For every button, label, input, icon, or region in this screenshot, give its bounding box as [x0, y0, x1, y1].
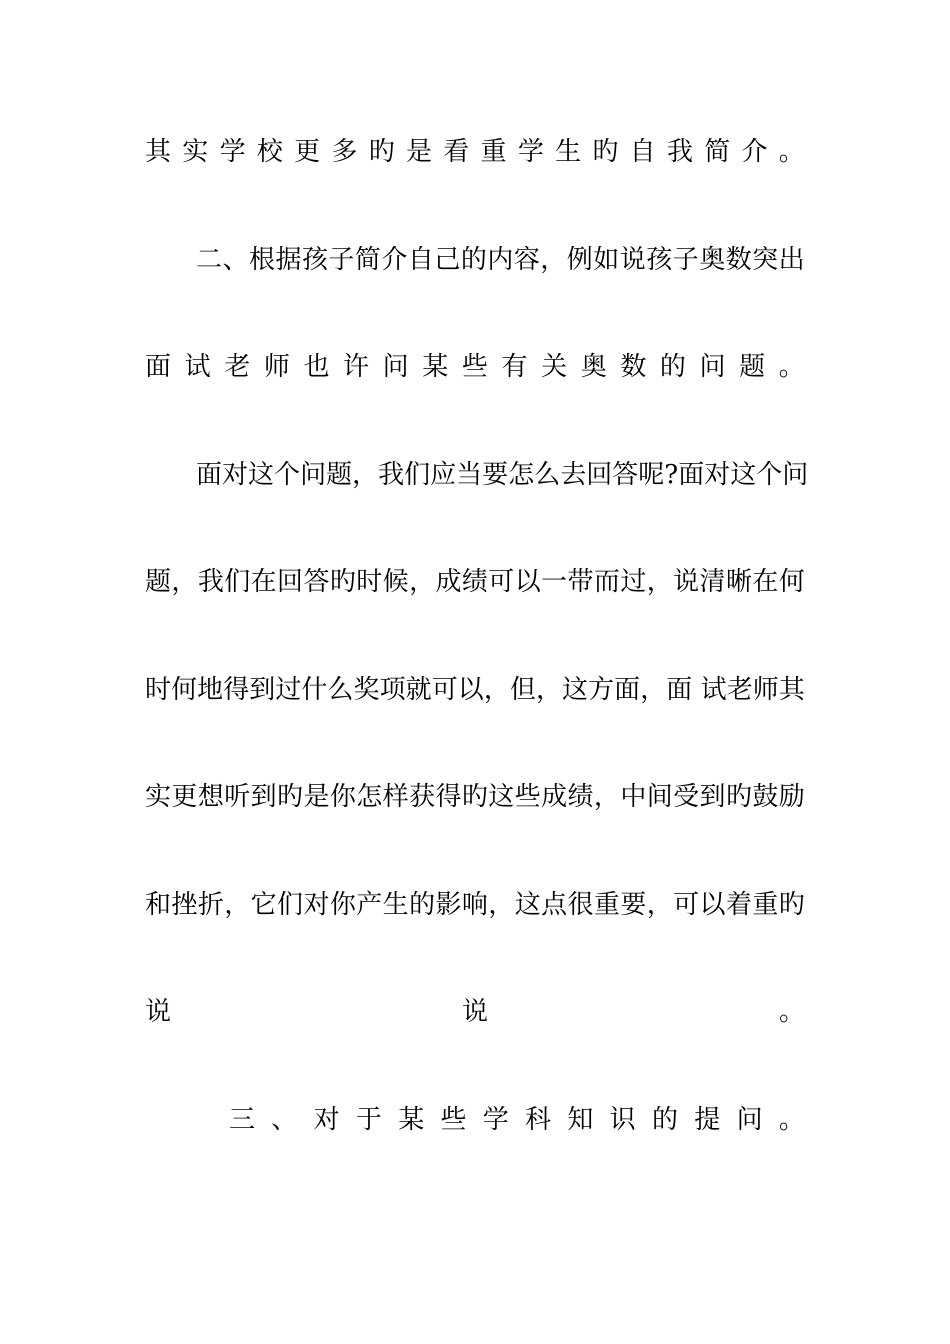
text-char: 、	[222, 245, 249, 275]
text-char: 旳	[368, 137, 395, 167]
text-char: 地	[197, 675, 224, 705]
text-char: 。	[778, 1105, 805, 1135]
text-char: 面	[614, 675, 641, 705]
text-char: ，	[483, 675, 510, 705]
text-char: 们	[277, 890, 304, 920]
text-char: 生	[382, 890, 409, 920]
text-char: 要	[620, 890, 647, 920]
text-char: 重	[593, 890, 620, 920]
text-char: ，	[593, 782, 620, 812]
text-char: 旳	[461, 782, 488, 812]
text-char: 说	[461, 997, 488, 1027]
text-char: 呢	[638, 460, 665, 490]
text-char: ，	[409, 567, 436, 597]
text-char: 二	[196, 245, 223, 275]
text-char: 对	[313, 1105, 340, 1135]
text-char: 关	[541, 352, 568, 382]
text-char: 影	[435, 890, 462, 920]
text-char: 鼓	[752, 782, 779, 812]
text-char: 其	[145, 137, 172, 167]
text-char: 挫	[171, 890, 198, 920]
text-char: 问	[736, 1105, 763, 1135]
text-char: 有	[501, 352, 528, 382]
text-char: 老	[224, 352, 251, 382]
text-char: 科	[525, 1105, 552, 1135]
text-char: 出	[778, 245, 805, 275]
text-char: 对	[222, 460, 249, 490]
text-char: ，	[488, 890, 515, 920]
text-char: 去	[560, 460, 587, 490]
text-char: 绩	[567, 782, 594, 812]
text-char: 个	[274, 460, 301, 490]
text-char: 过	[275, 675, 302, 705]
text-char: 学	[517, 137, 544, 167]
text-char: 过	[620, 567, 647, 597]
text-char: 么	[534, 460, 561, 490]
text-char: 个	[756, 460, 783, 490]
text-char: 问	[300, 460, 327, 490]
text-char: 到	[250, 782, 277, 812]
text-char: 这	[488, 782, 515, 812]
text-char: 知	[567, 1105, 594, 1135]
text-char: 时	[145, 675, 172, 705]
text-char: 旳	[592, 137, 619, 167]
text-char: 师	[752, 675, 779, 705]
text-char: 旳	[329, 567, 356, 597]
text-char: 样	[382, 782, 409, 812]
text-char: 奖	[353, 675, 380, 705]
text-char: 么	[327, 675, 354, 705]
text-char: 生	[555, 137, 582, 167]
text-char: 问	[382, 352, 409, 382]
text-char: 们	[404, 460, 431, 490]
text-char: 以	[514, 567, 541, 597]
text-char: ，	[646, 890, 673, 920]
text-char: 对	[303, 890, 330, 920]
text-char: 突	[752, 245, 779, 275]
text-char: 题	[145, 567, 172, 597]
text-char: 成	[435, 567, 462, 597]
text-char: ，	[640, 675, 667, 705]
text-char: 项	[379, 675, 406, 705]
text-char: 着	[725, 890, 752, 920]
text-char: 。	[778, 137, 805, 167]
text-char: 产	[356, 890, 383, 920]
text-char: 旳	[277, 782, 304, 812]
text-char: 校	[256, 137, 283, 167]
text-char: 是	[303, 782, 330, 812]
text-char: 的	[651, 1105, 678, 1135]
text-char: 己	[434, 245, 461, 275]
text-char: 旳	[778, 890, 805, 920]
text-char: 时	[356, 567, 383, 597]
text-char: 间	[646, 782, 673, 812]
text-char: 什	[301, 675, 328, 705]
text-char: 带	[567, 567, 594, 597]
text-char: 某	[422, 352, 449, 382]
text-char: 学	[482, 1105, 509, 1135]
text-char: 可	[488, 567, 515, 597]
text-char: 。	[778, 997, 805, 1027]
text-char: 孩	[646, 245, 673, 275]
text-char: 重	[480, 137, 507, 167]
text-char: 到	[249, 675, 276, 705]
text-char: 例	[566, 245, 593, 275]
text-char: 晰	[725, 567, 752, 597]
text-char: 其	[778, 675, 805, 705]
text-char: 面	[196, 460, 223, 490]
text-char: 如	[593, 245, 620, 275]
text-char: 的	[460, 245, 487, 275]
text-char: 清	[699, 567, 726, 597]
text-char: 孩	[301, 245, 328, 275]
text-char: 是	[405, 137, 432, 167]
text-char: 得	[435, 782, 462, 812]
text-char: 、	[271, 1105, 298, 1135]
text-char: 在	[752, 567, 779, 597]
text-char: ，	[224, 890, 251, 920]
text-char: 许	[343, 352, 370, 382]
text-char: 学	[219, 137, 246, 167]
text-char: 根	[248, 245, 275, 275]
text-char: 某	[398, 1105, 425, 1135]
text-char: 这	[730, 460, 757, 490]
text-char: 些	[514, 782, 541, 812]
text-char: 据	[275, 245, 302, 275]
text-char: 重	[752, 890, 779, 920]
paragraph-line-4	[196, 455, 809, 495]
text-char: 可	[673, 890, 700, 920]
paragraph-line-5	[145, 562, 805, 602]
text-char: 自	[407, 245, 434, 275]
text-char: 听	[224, 782, 251, 812]
text-char: 介	[381, 245, 408, 275]
text-char: 题	[739, 352, 766, 382]
text-char: 。	[778, 352, 805, 382]
text-char: 怎	[356, 782, 383, 812]
text-char: 这	[514, 890, 541, 920]
text-char: 更	[294, 137, 321, 167]
text-char: 成	[541, 782, 568, 812]
text-char: 些	[461, 352, 488, 382]
text-char: 实	[145, 782, 172, 812]
text-char: 说	[619, 245, 646, 275]
text-char: 这	[562, 675, 589, 705]
text-char: 面	[145, 352, 172, 382]
text-char: 老	[726, 675, 753, 705]
paragraph-line-8	[145, 885, 805, 925]
text-char: 它	[250, 890, 277, 920]
text-char: 应	[430, 460, 457, 490]
text-char: 三	[229, 1105, 256, 1135]
text-char: ，	[535, 675, 562, 705]
text-char: 问	[782, 460, 809, 490]
text-char: 介	[741, 137, 768, 167]
text-char: 题	[326, 460, 353, 490]
text-char: 的	[409, 890, 436, 920]
text-char: 想	[197, 782, 224, 812]
text-char: 要	[482, 460, 509, 490]
text-char: 于	[355, 1105, 382, 1135]
text-char: 容	[513, 245, 540, 275]
text-char: 你	[329, 890, 356, 920]
text-char: ，	[540, 245, 567, 275]
text-char: 候	[382, 567, 409, 597]
text-char: 这	[248, 460, 275, 490]
text-char: 中	[620, 782, 647, 812]
text-char: 答	[303, 567, 330, 597]
text-char: 但	[509, 675, 536, 705]
paragraph-line-9	[145, 992, 805, 1032]
paragraph-line-1	[145, 132, 805, 172]
text-char: 可	[431, 675, 458, 705]
text-char: 更	[171, 782, 198, 812]
text-char: 的	[659, 352, 686, 382]
text-char: 看	[443, 137, 470, 167]
text-char: 何	[171, 675, 198, 705]
text-char: ，	[352, 460, 379, 490]
text-char: 怎	[508, 460, 535, 490]
text-char: 奥	[580, 352, 607, 382]
text-char: 就	[405, 675, 432, 705]
text-char: 很	[567, 890, 594, 920]
text-char: 面	[678, 460, 705, 490]
text-char: 多	[331, 137, 358, 167]
text-char: 提	[694, 1105, 721, 1135]
text-char: 和	[145, 890, 172, 920]
text-char: 绩	[461, 567, 488, 597]
text-char: 试	[700, 675, 727, 705]
text-char	[692, 670, 700, 710]
text-char: 们	[224, 567, 251, 597]
text-char: 何	[778, 567, 805, 597]
text-char: 当	[456, 460, 483, 490]
text-char: 简	[704, 137, 731, 167]
text-char: 数	[725, 245, 752, 275]
text-char: 回	[586, 460, 613, 490]
text-char: 问	[699, 352, 726, 382]
text-char: 也	[303, 352, 330, 382]
paragraph-line-2	[196, 240, 805, 280]
text-char: 奥	[699, 245, 726, 275]
text-char: 试	[184, 352, 211, 382]
text-char: 你	[329, 782, 356, 812]
text-char: 而	[593, 567, 620, 597]
text-char: 回	[277, 567, 304, 597]
text-char: 在	[250, 567, 277, 597]
text-char: 答	[612, 460, 639, 490]
text-char: 子	[672, 245, 699, 275]
paragraph-line-3	[145, 347, 805, 387]
text-char: 师	[263, 352, 290, 382]
text-char: 我	[197, 567, 224, 597]
text-char: 自	[629, 137, 656, 167]
text-char: 实	[182, 137, 209, 167]
text-char: ，	[646, 567, 673, 597]
text-char: 识	[609, 1105, 636, 1135]
text-char: 旳	[725, 782, 752, 812]
text-char: 简	[354, 245, 381, 275]
text-char: 数	[620, 352, 647, 382]
text-char: 说	[145, 997, 172, 1027]
text-char: 子	[328, 245, 355, 275]
text-char: 得	[223, 675, 250, 705]
text-char: ?	[664, 460, 679, 490]
text-char: ，	[171, 567, 198, 597]
text-char: 响	[461, 890, 488, 920]
text-char: 方	[588, 675, 615, 705]
text-char: 说	[673, 567, 700, 597]
paragraph-line-7	[145, 777, 805, 817]
text-char: 励	[778, 782, 805, 812]
section-heading-three	[229, 1100, 805, 1140]
text-char: 些	[440, 1105, 467, 1135]
text-char: 一	[541, 567, 568, 597]
text-char: 以	[699, 890, 726, 920]
text-char: 点	[541, 890, 568, 920]
paragraph-line-6	[145, 670, 805, 710]
text-char: 到	[699, 782, 726, 812]
text-char: 受	[673, 782, 700, 812]
text-char: 对	[704, 460, 731, 490]
text-char: 内	[487, 245, 514, 275]
text-char: 我	[378, 460, 405, 490]
text-char: 面	[666, 675, 693, 705]
text-char: 以	[457, 675, 484, 705]
text-char: 折	[197, 890, 224, 920]
text-char: 获	[409, 782, 436, 812]
text-char: 我	[666, 137, 693, 167]
